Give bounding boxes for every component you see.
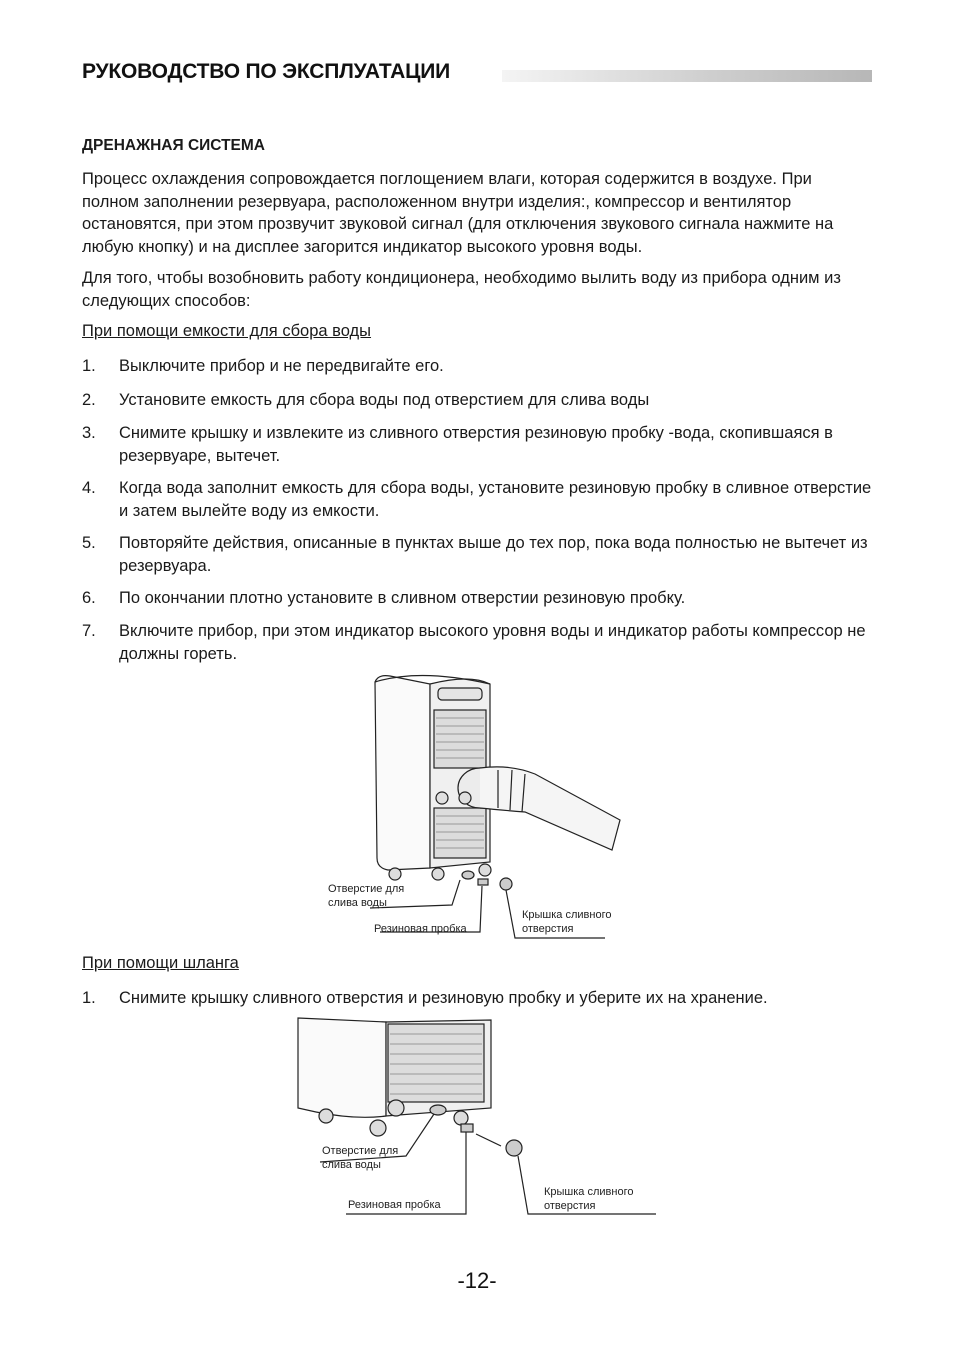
method2-title: При помощи шланга xyxy=(82,954,239,972)
label-rubber-plug: Резиновая пробка xyxy=(348,1199,441,1211)
step-number: 1. xyxy=(82,357,96,375)
header-gradient-bar xyxy=(502,70,872,82)
step-text: Снимите крышку сливного отверстия и резиновую пробку и уберите их на хранение. xyxy=(119,989,768,1007)
step-text: По окончании плотно установите в сливном отверстии резиновую пробку. xyxy=(119,589,686,607)
method1-step-5 xyxy=(82,532,872,577)
method1-step-1 xyxy=(82,355,872,378)
method1-title: При помощи емкости для сбора воды xyxy=(82,322,372,340)
label-cap-line1: Крышка сливного xyxy=(522,909,612,921)
step-text: Когда вода заполнит емкость для сбора воды, установите резиновую пробку в сливное отверстие и затем вылейте воду из емкости. xyxy=(119,479,872,520)
method1-step-7 xyxy=(82,620,872,665)
method1-step-3 xyxy=(82,422,872,467)
step-number: 5. xyxy=(82,534,96,552)
page-header xyxy=(82,60,872,90)
label-cap-line1: Крышка сливного xyxy=(544,1186,634,1198)
step-number: 7. xyxy=(82,622,96,640)
step-number: 3. xyxy=(82,424,96,442)
paragraph-methods: Для того, чтобы возобновить работу кондиционера, необходимо вылить воду из прибора одним из следующих способов: xyxy=(82,269,841,310)
figure-container-hose xyxy=(296,1016,660,1218)
paragraph-intro: Процесс охлаждения сопровождается поглощением влаги, которая содержится в воздухе. При полном заполнении резервуара, расположенном внутри изделия:, компрессор и вентилятор остановятся, при этом прозвучит звуковой сигнал (для отключения звукового сигнала нажмите на любую кнопку) и на дисплее загорится индикатор высокого уровня воды. xyxy=(82,170,834,256)
label-drain-hole-line2: слива воды xyxy=(322,1159,381,1171)
step-text: Снимите крышку и извлеките из сливного отверстия резиновую пробку -вода, скопившаяся в резервуаре, вытечет. xyxy=(119,424,833,465)
label-cap-line2: отверстия xyxy=(544,1200,596,1212)
label-drain-hole-line1: Отверстие для xyxy=(328,883,405,895)
method1-step-2 xyxy=(82,389,872,412)
method2-step-1 xyxy=(82,987,872,1010)
header-title: РУКОВОДСТВО ПО ЭКСПЛУАТАЦИИ xyxy=(82,60,451,83)
step-number: 6. xyxy=(82,589,96,607)
method1-step-4 xyxy=(82,477,872,522)
figure-container-drain xyxy=(320,670,630,940)
page-number: -12- xyxy=(457,1268,497,1293)
label-rubber-plug: Резиновая пробка xyxy=(374,923,467,935)
section-title: ДРЕНАЖНАЯ СИСТЕМА xyxy=(82,137,266,154)
step-text: Повторяйте действия, описанные в пунктах выше до тех пор, пока вода полностью не вытечет из резервуара. xyxy=(119,534,868,575)
label-drain-hole-line2: слива воды xyxy=(328,897,387,909)
step-text: Включите прибор, при этом индикатор высокого уровня воды и индикатор работы компрессор не должны гореть. xyxy=(119,622,866,663)
method1-step-6 xyxy=(82,587,872,610)
step-number: 2. xyxy=(82,391,96,409)
step-number: 1. xyxy=(82,989,96,1007)
step-text: Выключите прибор и не передвигайте его. xyxy=(119,357,444,375)
label-cap-line2: отверстия xyxy=(522,923,574,935)
label-drain-hole-line1: Отверстие для xyxy=(322,1145,399,1157)
step-number: 4. xyxy=(82,479,96,497)
step-text: Установите емкость для сбора воды под отверстием для слива воды xyxy=(119,391,650,409)
